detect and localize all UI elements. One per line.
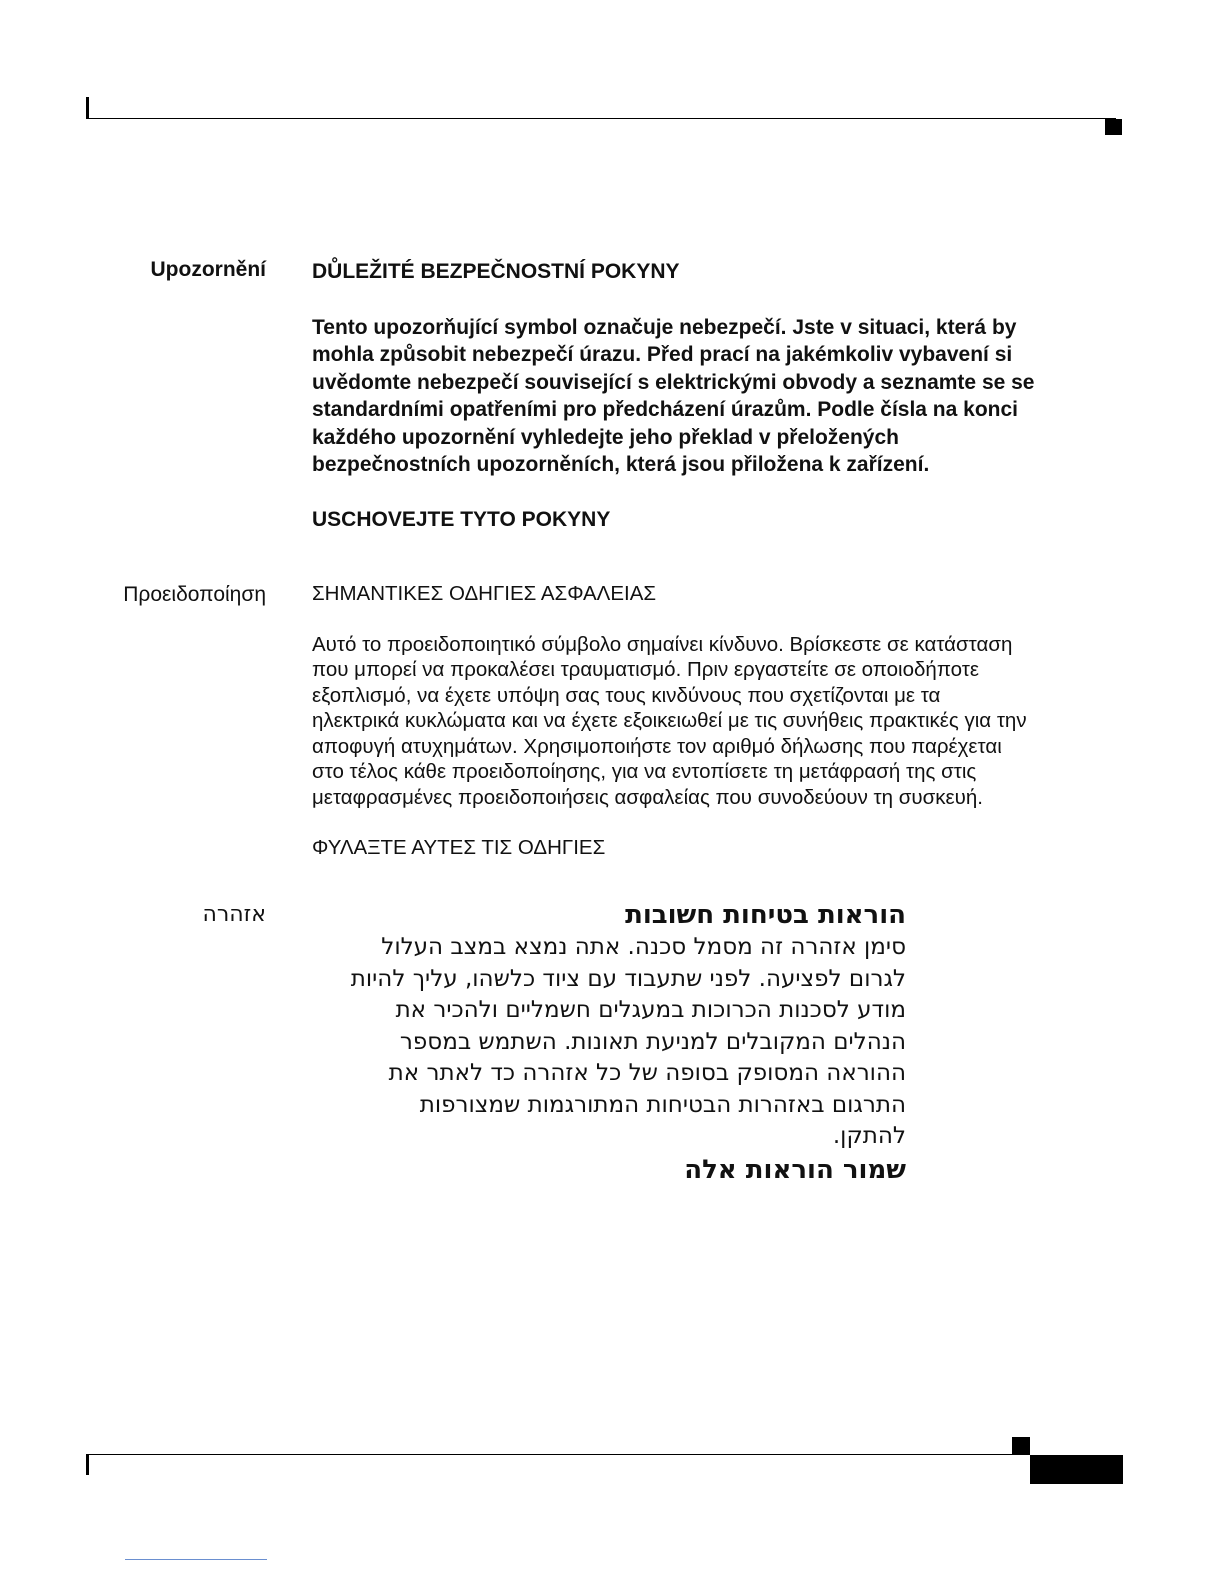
warning-body-line: להתקן. <box>832 1123 906 1149</box>
warning-body-line: στο τέλος κάθε προειδοποίησης, για να εντοπίσετε τη μετάφρασή της στις <box>312 760 977 783</box>
warning-body-line: uvědomte nebezpečí související s elektrickými obvody a seznamte se se <box>312 370 1035 394</box>
warning-body-line: που μπορεί να προκαλέσει τραυματισμό. Πριν εργαστείτε σε οποιοδήποτε <box>312 658 980 681</box>
warning-body-line: הנהלים המקובלים למניעת תאונות. השתמש במספר <box>399 1028 906 1055</box>
warning-block-greek <box>312 581 1112 861</box>
warning-block-czech <box>312 258 1112 533</box>
warning-block-hebrew <box>306 898 906 1187</box>
warning-body-line: מודע לסכנות הכרוכות במעגלים חשמליים ולהכיר את <box>395 997 906 1023</box>
warning-body-line: לגרום לפציעה. לפני שתעבוד עם ציוד כלשהו, עליך להיות <box>350 965 906 992</box>
header-rule <box>86 118 1116 119</box>
footer-rule-tick <box>86 1455 89 1475</box>
warning-body-line: αποφυγή ατυχημάτων. Χρησιμοποιήστε τον αριθμό δήλωσης που παρέχεται <box>312 734 1002 758</box>
warning-body-line: μεταφρασμένες προειδοποιήσεις ασφαλείας που συνοδεύουν τη συσκευή. <box>312 785 983 809</box>
warning-footer-czech: USCHOVEJTE TYTO POKYNY <box>312 507 611 531</box>
warning-label-greek: Προειδοποίηση <box>123 583 266 606</box>
warning-body-line: standardními opatřeními pro předcházení úrazům. Podle čísla na konci <box>312 398 1018 421</box>
warning-heading-hebrew: הוראות בטיחות חשובות <box>625 900 906 930</box>
warning-body-line: mohla způsobit nebezpečí úrazu. Před prací na jakémkoliv vybavení si <box>312 343 1013 366</box>
warning-body-line: ηλεκτρικά κυκλώματα και να έχετε εξοικειωθεί με τις συνήθεις πρακτικές για την <box>312 709 1027 732</box>
header-rule-marker <box>1105 119 1122 135</box>
footer-page-tab <box>1030 1455 1123 1484</box>
warning-label-hebrew: אזהרה <box>202 902 266 927</box>
footer-rule-marker <box>1012 1437 1030 1454</box>
warning-body-line: Tento upozorňující symbol označuje nebezpečí. Jste v situaci, která by <box>312 315 1017 339</box>
footer-link-underline <box>125 1559 267 1560</box>
warning-body-line: סימן אזהרה זה מסמל סכנה. אתה נמצא במצב העלול <box>381 934 906 960</box>
warning-heading-greek: ΣΗΜΑΝΤΙΚΕΣ ΟΔΗΓΙΕΣ ΑΣΦΑΛΕΙΑΣ <box>312 582 657 605</box>
header-rule-tick <box>86 97 89 119</box>
warning-heading-czech: DŮLEŽITÉ BEZPEČNOSTNÍ POKYNY <box>312 260 680 283</box>
warning-body-line: ההוראה המסופק בסופה של כל אזהרה כד לאתר את <box>388 1060 906 1086</box>
warning-label-czech: Upozornění <box>150 258 266 281</box>
warning-body-line: bezpečnostních upozorněních, která jsou přiložena k zařízení. <box>312 453 930 476</box>
warning-body-line: Αυτό το προειδοποιητικό σύμβολο σημαίνει κίνδυνο. Βρίσκεστε σε κατάσταση <box>312 632 1013 656</box>
warning-footer-hebrew: שמור הוראות אלה <box>684 1154 906 1185</box>
footer-rule <box>86 1454 1030 1455</box>
warning-body-line: εξοπλισμό, να έχετε υπόψη σας τους κινδύνους που σχετίζονται με τα <box>312 683 941 707</box>
warning-body-line: každého upozornění vyhledejte jeho překlad v přeložených <box>312 425 899 449</box>
warning-body-line: התרגום באזהרות הבטיחות המתורגמות שמצורפות <box>419 1091 906 1118</box>
warning-footer-greek: ΦΥΛΑΞΤΕ ΑΥΤΕΣ ΤΙΣ ΟΔΗΓΙΕΣ <box>312 836 606 859</box>
